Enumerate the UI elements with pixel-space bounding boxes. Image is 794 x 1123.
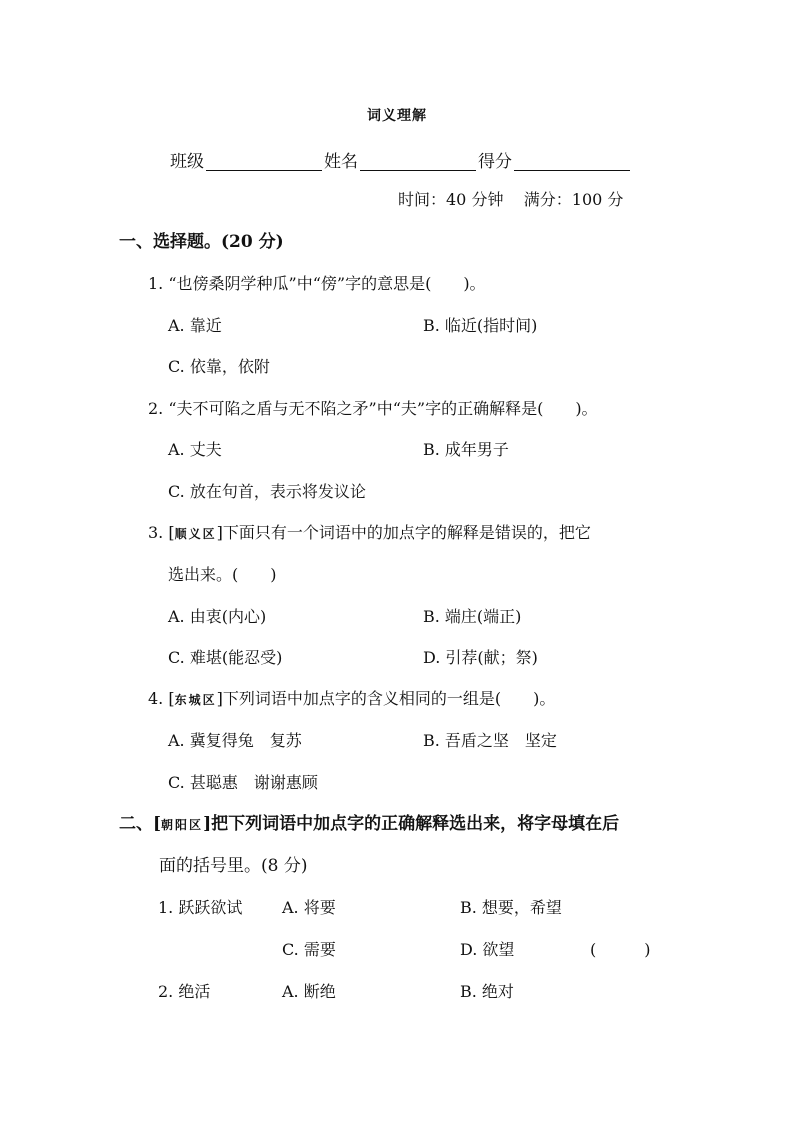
s2-q1-option-b: B. 想要，希望 bbox=[460, 898, 562, 917]
q3-district-tag: 顺义区 bbox=[174, 527, 217, 541]
student-info-row bbox=[170, 150, 632, 171]
q2-option-a: A. 丈夫 bbox=[168, 440, 222, 459]
q3-text-line1: 3. [顺义区]下面只有一个词语中的加点字的解释是错误的，把它 bbox=[148, 523, 591, 542]
time-info: 时间：40 分钟 满分：100 分 bbox=[398, 190, 624, 209]
q2-option-c: C. 放在句首，表示将发议论 bbox=[168, 482, 366, 501]
q1-text: 1. “也傍桑阴学种瓜”中“傍”字的意思是( )。 bbox=[148, 274, 486, 293]
score-blank bbox=[514, 150, 630, 171]
q4-text: 4. [东城区]下列词语中加点字的含义相同的一组是( )。 bbox=[148, 689, 556, 708]
s2-q2-word: 2. 绝活 bbox=[158, 982, 211, 1001]
section2-district-tag: 朝阳区 bbox=[161, 818, 204, 832]
q3-option-c: C. 难堪(能忍受) bbox=[168, 648, 283, 667]
s2-q1-option-c: C. 需要 bbox=[282, 940, 336, 959]
s2-q1-option-a: A. 将要 bbox=[282, 898, 336, 917]
s2-q2-option-a: A. 断绝 bbox=[282, 982, 336, 1001]
q4-district-tag: 东城区 bbox=[174, 693, 217, 707]
class-blank bbox=[206, 150, 322, 171]
section2-heading-line1: 二、[朝阳区]把下列词语中加点字的正确解释选出来，将字母填在后 bbox=[119, 814, 620, 834]
section1-heading: 一、选择题。(20 分) bbox=[119, 232, 284, 252]
s2-q1-word: 1. 跃跃欲试 bbox=[158, 898, 243, 917]
q3-option-d: D. 引荐(献；祭) bbox=[423, 648, 538, 667]
q3-option-a: A. 由衷(内心) bbox=[168, 607, 267, 626]
q1-option-b: B. 临近(指时间) bbox=[423, 316, 538, 335]
class-label: 班级 bbox=[170, 152, 204, 172]
q2-option-b: B. 成年男子 bbox=[423, 440, 509, 459]
q4-option-b: B. 吾盾之坚 坚定 bbox=[423, 731, 557, 750]
name-label: 姓名 bbox=[324, 152, 358, 172]
section2-heading-line2: 面的括号里。(8 分) bbox=[159, 856, 308, 876]
s2-q2-option-b: B. 绝对 bbox=[460, 982, 514, 1001]
s2-q1-answer-blank: ( ) bbox=[590, 940, 651, 959]
q4-option-a: A. 冀复得兔 复苏 bbox=[168, 731, 302, 750]
q4-option-c: C. 甚聪惠 谢谢惠顾 bbox=[168, 773, 318, 792]
page-title: 词义理解 bbox=[367, 108, 427, 124]
q3-text-line2: 选出来。( ) bbox=[168, 565, 277, 584]
q2-text: 2. “夫不可陷之盾与无不陷之矛”中“夫”字的正确解释是( )。 bbox=[148, 399, 598, 418]
name-blank bbox=[360, 150, 476, 171]
q1-option-c: C. 依靠，依附 bbox=[168, 357, 270, 376]
score-label: 得分 bbox=[478, 152, 512, 172]
s2-q1-option-d: D. 欲望 bbox=[460, 940, 515, 959]
q3-option-b: B. 端庄(端正) bbox=[423, 607, 522, 626]
q1-option-a: A. 靠近 bbox=[168, 316, 222, 335]
